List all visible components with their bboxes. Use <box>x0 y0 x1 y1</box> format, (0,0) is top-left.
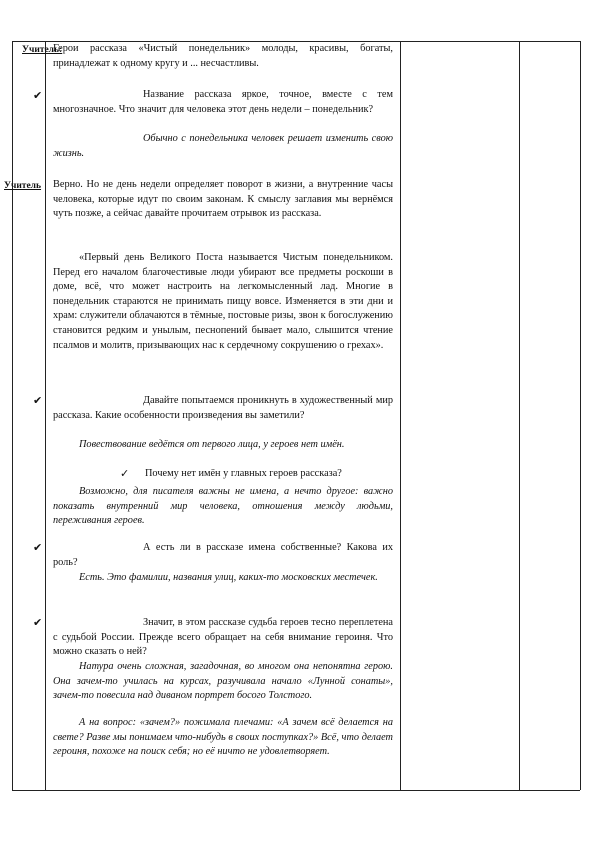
answer-5b: А на вопрос: «зачем?» пожимала плечами: «А зачем всё делается на свете? Разве мы понимаем что-нибудь в своих поступках?» Всё, что делает героиня, похоже на поиск себя; но её ничто не удовлетворяет. <box>53 717 393 758</box>
column-divider-3 <box>519 41 520 790</box>
question-1: Название рассказа яркое, точное, вместе с тем многозначное. Что значит для человека этот день недели – понедельник? <box>53 89 393 115</box>
question-3: Почему нет имён у главных героев рассказа? <box>145 468 342 479</box>
answer-2: Повествование ведётся от первого лица, у героев нет имён. <box>79 439 345 450</box>
story-quote: «Первый день Великого Поста называется Чистым понедельником. Перед его началом благочестивые люди убирают все предметы роскоши в доме, всё, что может настроить на легкомысленный лад. Многие в понедельник стараются не принимать пищу вовсе. Изменяется в эти дни и храм: служители облачаются в тёмные, постовые ризы, звон к богослужению становится редким и унылым, песнопений бывает мало, слышится чтение псалмов и молитв, призывающих нас к сердечному сокрушению о грехах». <box>53 252 393 351</box>
column-divider-1 <box>45 41 46 790</box>
question-5: Значит, в этом рассказе судьба героев тесно переплетена с судьбой России. Прежде всего обращает на себя внимание героиня. Что можно сказать о ней? <box>53 617 393 658</box>
check-mark-2: ✔ <box>33 394 43 407</box>
column-divider-2 <box>400 41 401 790</box>
column-divider-right <box>580 41 581 790</box>
column-divider-left <box>12 41 13 790</box>
teacher-label: Учитель: <box>22 45 63 55</box>
intro-text: Герои рассказа «Чистый понедельник» молоды, красивы, богаты, принадлежат к одному кругу и ... несчастливы. <box>53 43 393 69</box>
check-mark-1: ✔ <box>33 89 43 102</box>
question-2: Давайте попытаемся проникнуть в художественный мир рассказа. Какие особенности произведения вы заметили? <box>53 395 393 421</box>
check-mark-4: ✔ <box>33 541 43 554</box>
answer-3: Возможно, для писателя важны не имена, а нечто другое: важно показать внутренний мир человека, отношения между людьми, переживания героев. <box>53 486 393 527</box>
check-mark-5: ✔ <box>33 616 43 629</box>
question-4: А есть ли в рассказе имена собственные? Какова их роль? <box>53 542 393 568</box>
teacher-label-2: Учитель <box>4 181 42 191</box>
answer-4: Есть. Это фамилии, названия улиц, каких-то московских местечек. <box>79 572 378 583</box>
teacher-comment: Верно. Но не день недели определяет поворот в жизни, а внутренние часы человека, которые идут по своим законам. К смыслу заглавия мы вернёмся чуть позже, а сейчас давайте прочитаем отрывок из рассказа. <box>53 179 393 220</box>
answer-1: Обычно с понедельника человек решает изменить свою жизнь. <box>53 133 393 159</box>
answer-5a: Натура очень сложная, загадочная, во многом она непонятна герою. Она зачем-то училась на курсах, разучивала начало «Лунной сонаты», зачем-то повесила над диваном портрет босого Толстого. <box>53 661 393 702</box>
check-mark-3: ✓ <box>120 467 130 480</box>
